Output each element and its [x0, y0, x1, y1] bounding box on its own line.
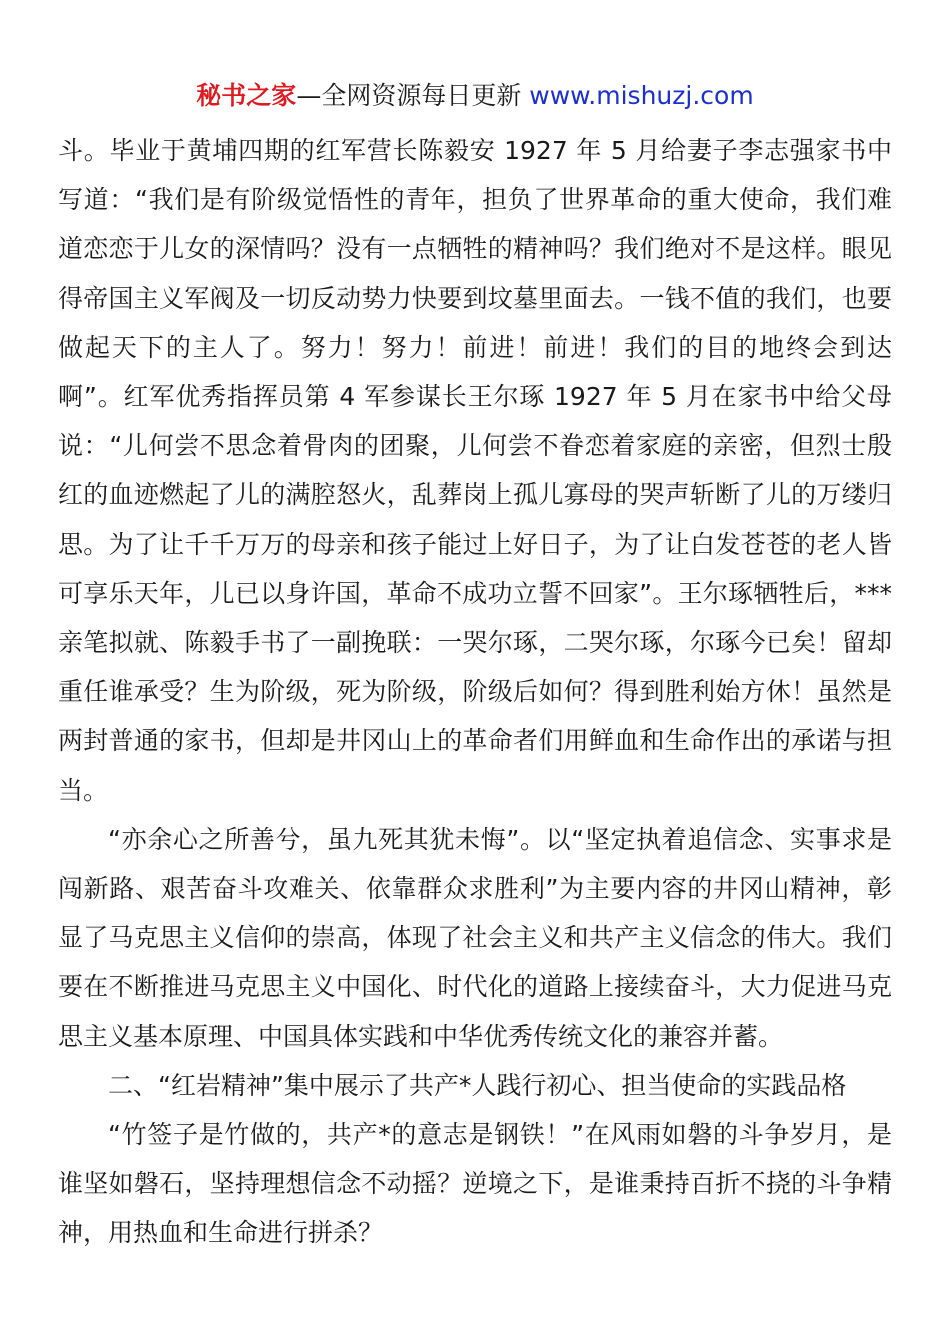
document-body — [58, 126, 892, 1258]
site-url-link[interactable]: www.mishuzj.com — [529, 81, 754, 110]
paragraph: “竹签子是竹做的，共产*的意志是钢铁！”在风雨如磐的斗争岁月，是谁坚如磐石，坚持理想信念不动摇？逆境之下，是谁秉持百折不挠的斗争精神，用热血和生命进行拼杀？ — [58, 1120, 892, 1248]
paragraph: “亦余心之所善兮，虽九死其犹未悔”。以“坚定执着追信念、实事求是闯新路、艰苦奋斗攻难关、依靠群众求胜利”为主要内容的井冈山精神，彰显了马克思主义信仰的崇高，体现了社会主义和共产主义信念的伟大。我们要在不断推进马克思主义中国化、时代化的道路上接续奋斗，大力促进马克思主义基本原理、中国具体实践和中华优秀传统文化的兼容并蓄。 — [58, 824, 892, 1051]
paragraph: 斗。毕业于黄埔四期的红军营长陈毅安 1927 年 5 月给妻子李志强家书中写道：“我们是有阶级觉悟性的青年，担负了世界革命的重大使命，我们难道恋恋于儿女的深情吗？没有一点牺牲的精神吗？我们绝对不是这样。眼见得帝国主义军阀及一切反动势力快要到坟墓里面去。一钱不值的我们，也要做起天下的主人了。努力！努力！前进！前进！我们的目的地终会到达啊”。红军优秀指挥员第 4 军参谋长王尔琢 1927 年 5 月在家书中给父母说：“儿何尝不思念着骨肉的团聚，儿何尝不眷恋着家庭的亲密，但烈士殷红的血迹燃起了儿的满腔怒火，乱葬岗上孤儿寡母的哭声斩断了儿的万缕归思。为了让千千万万的母亲和孩子能过上好日子，为了让白发苍苍的老人皆可享乐天年，儿已以身许国，革命不成功立誓不回家”。王尔琢牺牲后，***亲笔拟就、陈毅手书了一副挽联：一哭尔琢，二哭尔琢，尔琢今已矣！留却重任谁承受？生为阶级，死为阶级，阶级后如何？得到胜利始方休！虽然是两封普通的家书，但却是井冈山上的革命者们用鲜血和生命作出的承诺与担当。 — [58, 136, 892, 805]
site-header — [0, 80, 950, 112]
site-brand: 秘书之家 — [196, 81, 297, 110]
site-tagline: —全网资源每日更新 — [296, 81, 530, 110]
section-heading: 二、“红岩精神”集中展示了共产*人践行初心、担当使命的实践品格 — [108, 1070, 847, 1100]
